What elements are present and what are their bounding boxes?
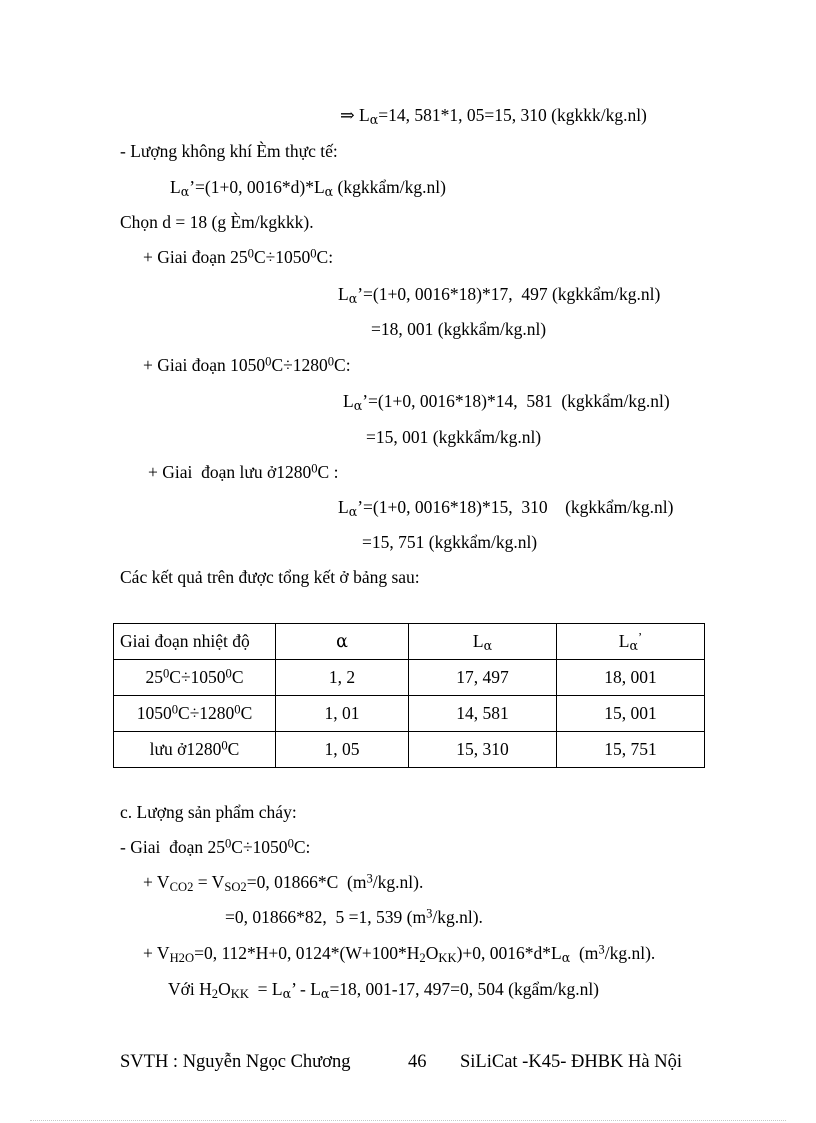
page-number: 46 xyxy=(408,1052,427,1072)
footer-school: SiLiCat -K45- ĐHBK Hà Nội xyxy=(460,1052,682,1072)
cell-alpha: 1, 05 xyxy=(276,732,409,768)
header-alpha: α xyxy=(276,624,409,660)
vco2-result: =0, 01866*82, 5 =1, 539 $(m^3/kg.nl)$. xyxy=(225,906,483,927)
header-stage: Giai đoạn nhiệt độ xyxy=(114,624,276,660)
cell-stage: $1050^0C\div 1280^0C$ xyxy=(114,696,276,732)
table-row xyxy=(114,660,705,696)
stage-2-result: =15, 001 (kgkkẩm/kg.nl) xyxy=(366,427,542,447)
stage-3-formula: $L_\alpha’=(1+0$, 0016*18)*15, 310 (kgkkẩm/kg.nl) xyxy=(338,497,674,520)
stage-2-formula: $L_\alpha’=(1+0$, 0016*18)*14, 581 (kgkkẩm/kg.nl) xyxy=(343,391,670,414)
results-table xyxy=(113,623,705,768)
vco2-formula: + $V_{CO2} = V_{SO2}=0$, 01866*C $(m^3/kg.nl)$. xyxy=(143,871,424,895)
footer-author: SVTH : Nguyễn Ngọc Chương xyxy=(120,1052,351,1072)
equation-la-final: ⇒ $L_\alpha=14$, 581*1, 05=15, 310 (kgkkk/kg.nl) xyxy=(340,105,647,128)
stage-1-heading: + Giai đoạn $25^0C\div 1050^0C$: xyxy=(143,246,334,267)
header-la: $L_\alpha$ xyxy=(409,624,557,660)
section-c-heading: c. Lượng sản phẩm cháy: xyxy=(120,802,297,822)
cell-la-prime: 15, 001 xyxy=(557,696,705,732)
cell-la: 14, 581 xyxy=(409,696,557,732)
h2okk-calc: Với $H_2O_{KK} = L_\alpha$’ - $L_\alpha=18$, 001-17, 497=0, 504 (kgẩm/kg.nl) xyxy=(168,979,600,1002)
table-row xyxy=(114,732,705,768)
table-intro: Các kết quả trên được tổng kết ở bảng sau: xyxy=(120,567,420,587)
cell-alpha: 1, 2 xyxy=(276,660,409,696)
stage-1-result: =18, 001 (kgkkẩm/kg.nl) xyxy=(371,319,547,339)
choose-d-line: Chọn d = 18 (g Èm/kgkkk). xyxy=(120,212,314,232)
stage-2-heading: + Giai đoạn $1050^0C\div 1280^0C$: xyxy=(143,354,351,375)
cell-alpha: 1, 01 xyxy=(276,696,409,732)
formula-la-prime: $L_\alpha’=(1+0$, $0016*d)*L_\alpha$ (kgkkẩm/kg.nl) xyxy=(170,177,446,200)
cell-la-prime: 18, 001 xyxy=(557,660,705,696)
cell-stage: $25^0C\div 1050^0C$ xyxy=(114,660,276,696)
section-c-stage-heading: - Giai đoạn $25^0C\div 1050^0C$: xyxy=(120,836,311,857)
stage-1-formula: $L_\alpha’=(1+0$, 0016*18)*17, 497 (kgkkẩm/kg.nl) xyxy=(338,284,661,307)
table-header-row xyxy=(114,624,705,660)
vh2o-formula: + $V_{H2O}=0$, 112*H+0, $0124*(W+100*H_2O_{KK})+0$, $0016*d*L_\alpha$ $(m^3/kg.nl)$. xyxy=(143,942,656,966)
table-row xyxy=(114,696,705,732)
cell-la: 17, 497 xyxy=(409,660,557,696)
page-bottom-divider xyxy=(30,1120,786,1121)
cell-la: 15, 310 xyxy=(409,732,557,768)
header-la-prime: $L_\alpha^’$ xyxy=(557,624,705,660)
stage-3-result: =15, 751 (kgkkẩm/kg.nl) xyxy=(362,532,538,552)
stage-3-heading: + Giai đoạn lưu ở1280$^0$C : xyxy=(148,461,339,482)
heading-humid-air: - Lượng không khí Èm thực tế: xyxy=(120,141,338,161)
cell-stage: lưu ở1280$^0$C xyxy=(114,732,276,768)
cell-la-prime: 15, 751 xyxy=(557,732,705,768)
